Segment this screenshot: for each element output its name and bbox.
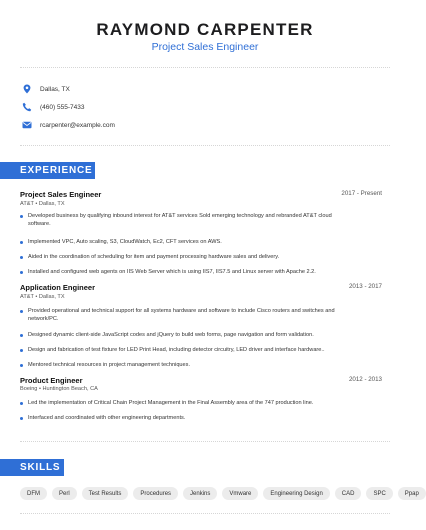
location-pin-icon xyxy=(22,84,32,94)
job-bullet: Mentored technical resources in project management techniques. xyxy=(20,361,350,369)
job-dates: 2012 - 2013 xyxy=(348,376,382,383)
job-bullet: Implemented VPC, Auto scaling, S3, CloudWatch, Ec2, CFT services on AWS. xyxy=(20,238,350,246)
job-company: Boeing • Huntington Beach, CA xyxy=(20,386,98,392)
section-experience-heading: EXPERIENCE xyxy=(0,162,95,179)
skill-chip: DFM xyxy=(20,487,47,500)
skill-chip: Perl xyxy=(52,487,77,500)
job-title: Product Engineer xyxy=(20,376,83,385)
contact-email-text: rcarpenter@example.com xyxy=(40,121,115,129)
divider xyxy=(20,513,390,514)
section-skills-heading: SKILLS xyxy=(0,459,64,476)
job-bullet: Developed business by qualifying inbound interest for AT&T services Sold emerging technology and rebranded AT&T cloud software. xyxy=(20,212,350,228)
job-dates: 2013 - 2017 xyxy=(348,283,382,290)
skills-list xyxy=(20,487,426,500)
job-header xyxy=(20,376,382,385)
job-bullet: Led the implementation of Critical Chain Project Management in the Final Assembly area of the 747 production line. xyxy=(20,399,350,407)
skill-chip: Test Results xyxy=(82,487,129,500)
job-bullet: Aided in the coordination of scheduling for item and payment processing hardware sales and delivery. xyxy=(20,253,350,261)
contact-phone-text: (460) 555-7433 xyxy=(40,103,85,111)
job-company: AT&T • Dallas, TX xyxy=(20,201,65,207)
skill-chip: Ppap xyxy=(398,487,426,500)
skill-chip: Procedures xyxy=(133,487,178,500)
phone-icon xyxy=(22,102,32,112)
divider xyxy=(20,145,390,146)
job-bullet: Provided operational and technical support for all systems hardware and software to include Cisco routers and switches and network/PC. xyxy=(20,307,350,323)
job-header xyxy=(20,283,382,292)
skill-chip: SPC xyxy=(366,487,392,500)
skill-chip: CAD xyxy=(335,487,362,500)
divider xyxy=(20,441,390,442)
job-header xyxy=(20,190,382,199)
job-bullet: Interfaced and coordinated with other engineering departments. xyxy=(20,414,350,422)
mail-icon xyxy=(22,120,32,130)
contact-location-text: Dallas, TX xyxy=(40,85,70,93)
skill-chip: Vmware xyxy=(222,487,258,500)
job-bullet: Design and fabrication of test fixture for LED Print Head, including detector circuitry, LED driver and interface hardware.. xyxy=(20,346,350,354)
skill-chip: Jenkins xyxy=(183,487,217,500)
skill-chip: Engineering Design xyxy=(263,487,329,500)
job-title: Project Sales Engineer xyxy=(20,190,102,199)
job-company: AT&T • Dallas, TX xyxy=(20,294,65,300)
contact-phone xyxy=(22,100,382,114)
job-bullet: Designed dynamic client-side JavaScript codes and jQuery to build web forms, page navigation and form validation. xyxy=(20,331,350,339)
contact-email xyxy=(22,118,382,132)
resume-role: Project Sales Engineer xyxy=(151,41,259,53)
resume-name: RAYMOND CARPENTER xyxy=(96,20,314,39)
job-dates: 2017 - Present xyxy=(341,190,382,197)
divider xyxy=(20,67,390,68)
job-title: Application Engineer xyxy=(20,283,96,292)
contact-location xyxy=(22,82,382,96)
job-bullet: Installed and configured web agents on IIS Web Server which is using IIS7, IIS7.5 and Linux server with Apache 2.2. xyxy=(20,268,350,276)
